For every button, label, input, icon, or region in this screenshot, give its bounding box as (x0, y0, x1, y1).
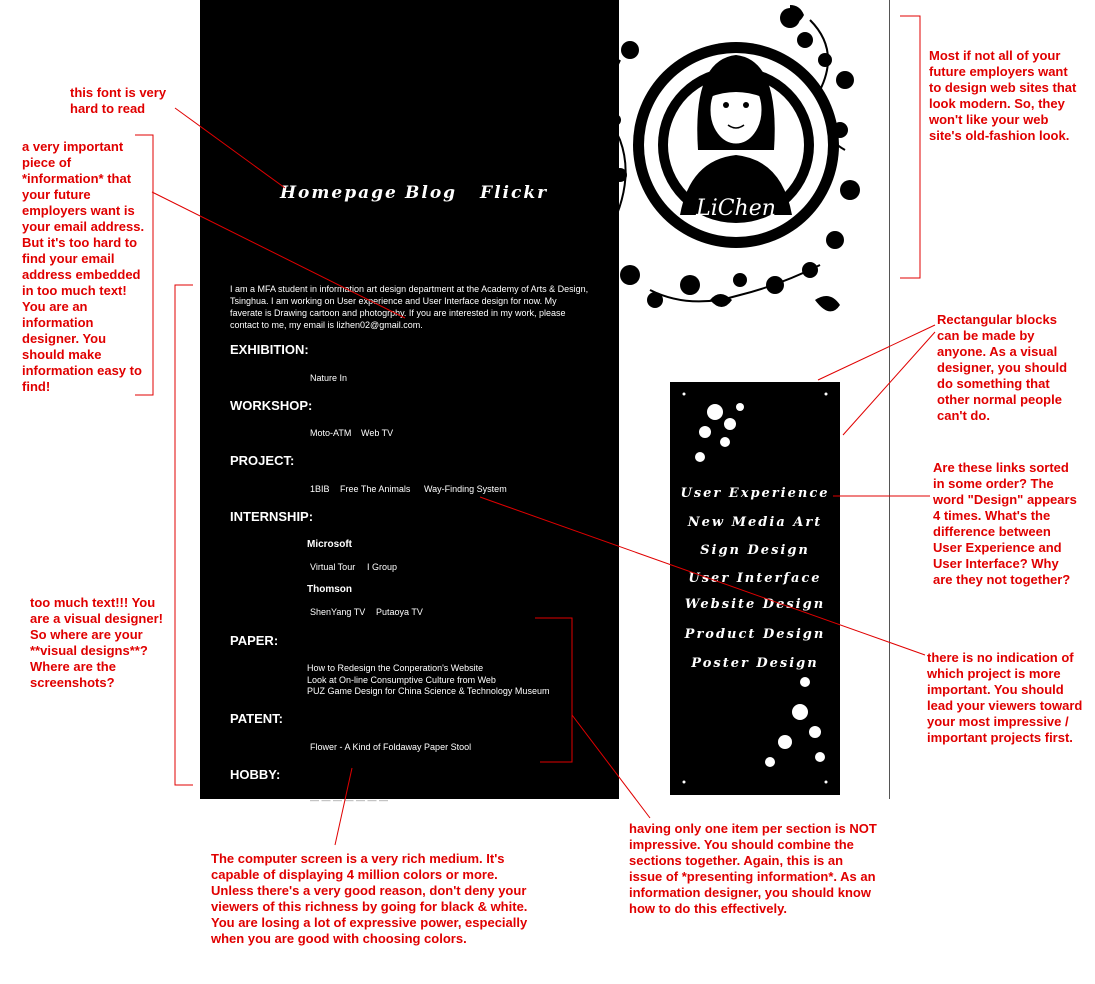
section-heading-workshop: WORKSHOP: (230, 398, 313, 413)
signature-lichen: LiChen (696, 196, 776, 221)
section-heading-internship: INTERNSHIP: (230, 509, 314, 524)
link-1bib[interactable]: 1BIB (310, 484, 330, 494)
nav-flickr-link[interactable]: Flickr (480, 183, 549, 203)
annotation-rich-medium: The computer screen is a very rich medium. It's capable of displaying 4 million colors or more. Unless there's a very good reason, don't deny your viewers of this richness by going for black & white. You are losing a lot of expressive power, especially when you are good with choosing colors. (211, 851, 528, 946)
link-paper-1[interactable]: How to Redesign the Conperation's Website (307, 663, 484, 673)
annotation-one-item-per-section: having only one item per section is NOT impressive. You should combine the sections together. Again, this is an issue of *presenting information*. As an information designer, you should know how to do this effectively. (629, 821, 877, 916)
section-heading-paper: PAPER: (230, 633, 279, 648)
side-link-product-design[interactable]: Product Design (684, 627, 826, 642)
section-heading-patent: PATENT: (230, 711, 283, 726)
side-link-new-media-art[interactable]: New Media Art (687, 515, 823, 530)
link-i-group[interactable]: I Group (367, 562, 398, 572)
annotation-rectangular-blocks: Rectangular blocks can be made by anyone. As a visual designer, you should do something that other normal people can't do. (937, 312, 1068, 423)
side-link-poster-design[interactable]: Poster Design (691, 656, 819, 671)
annotation-old-fashion-look: Most if not all of your future employers want to design web sites that look modern. So, they won't like your web site's old-fashion look. (929, 48, 1077, 143)
section-heading-project: PROJECT: (230, 453, 295, 468)
link-web-tv[interactable]: Web TV (361, 428, 394, 438)
link-shenyang-tv[interactable]: ShenYang TV (310, 607, 366, 617)
nav-blog-link[interactable]: Blog (405, 183, 458, 203)
nav-homepage-link[interactable]: Homepage (280, 183, 398, 203)
link-paper-3[interactable]: PUZ Game Design for China Science & Technology Museum (307, 686, 550, 696)
side-link-user-experience[interactable]: User Experience (680, 486, 830, 501)
annotation-no-project-priority: there is no indication of which project is more important. You should lead your viewers toward your most impressive / important projects first. (927, 650, 1083, 745)
section-heading-hobby: HOBBY: (230, 767, 281, 782)
annotation-font-hard-to-read: this font is very hard to read (70, 85, 167, 116)
annotation-too-much-text: too much text!!! You are a visual designer! So where are your **visual designs**? Where are the screenshots? (30, 595, 163, 690)
side-link-sign-design[interactable]: Sign Design (700, 543, 810, 558)
link-free-the-animals[interactable]: Free The Animals (340, 484, 411, 494)
company-microsoft: Microsoft (307, 539, 352, 550)
link-paper-2[interactable]: Look at On-line Consumptive Culture from Web (307, 675, 496, 685)
link-virtual-tour[interactable]: Virtual Tour (310, 562, 356, 572)
link-nature-in[interactable]: Nature In (310, 373, 348, 383)
company-thomson: Thomson (307, 584, 352, 595)
link-moto-atm[interactable]: Moto-ATM (310, 428, 352, 438)
link-putaoya-tv[interactable]: Putaoya TV (376, 607, 423, 617)
side-link-user-interface[interactable]: User Interface (688, 571, 822, 586)
intro-paragraph: I am a MFA student in information art design department at the Academy of Arts & Design, Tsinghua. I am working on User experience and User Interface design for now. My faverate is Drawing cartoon and photogrphy. If you are interested in my work, please contact to me, my email is lizhen02@gmail.com. (230, 284, 589, 330)
side-link-website-design[interactable]: Website Design (684, 597, 826, 612)
hobby-items-cut-off: — — — — — — — (310, 795, 389, 805)
link-patent-1[interactable]: Flower - A Kind of Foldaway Paper Stool (310, 742, 472, 752)
section-heading-exhibition: EXHIBITION: (230, 342, 309, 357)
annotation-links-sorted: Are these links sorted in some order? The word "Design" appears 4 times. What's the difference between User Experience and User Interface? Why are they not together? (933, 460, 1077, 587)
annotation-email-hard-to-find: a very important piece of *information* that your future employers want is your email address. But it's too hard to find your email address embedded in too much text! You are an information designer. You should make information easy to find! (22, 139, 145, 394)
link-way-finding-system[interactable]: Way-Finding System (424, 484, 507, 494)
